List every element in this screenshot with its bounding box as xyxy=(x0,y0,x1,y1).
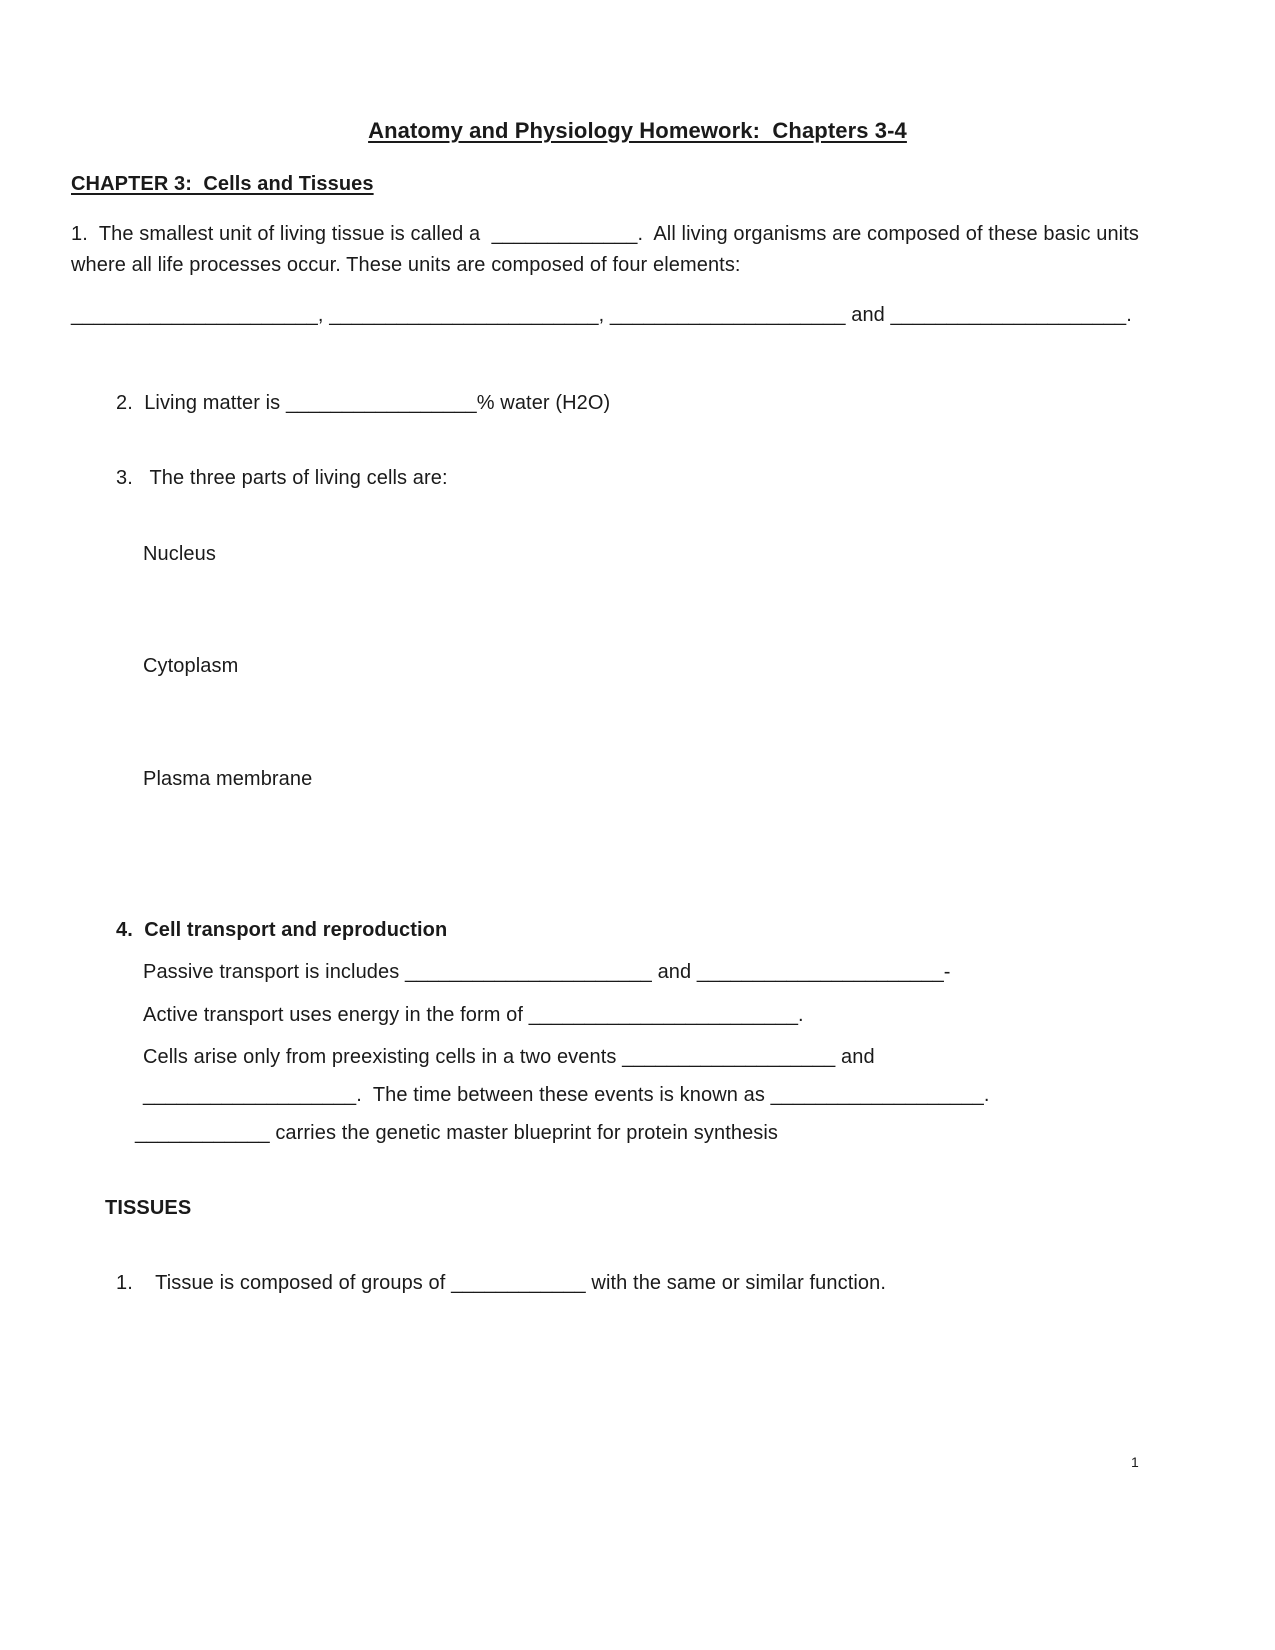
question-4-active-transport: Active transport uses energy in the form of ________________________. xyxy=(143,1004,804,1026)
document-title: Anatomy and Physiology Homework: Chapters 3-4 xyxy=(368,118,907,143)
question-4-genetic-blueprint: ____________ carries the genetic master blueprint for protein synthesis xyxy=(135,1122,779,1144)
question-1-line-1: 1. The smallest unit of living tissue is called a _____________. All living organisms are composed of these basic units xyxy=(71,223,1139,245)
question-4-passive-transport: Passive transport is includes ______________________ and ______________________- xyxy=(143,961,951,983)
question-3: 3. The three parts of living cells are: xyxy=(116,467,448,489)
tissues-heading: TISSUES xyxy=(105,1197,192,1219)
question-2: 2. Living matter is _________________% water (H2O) xyxy=(116,392,611,414)
cell-part-nucleus: Nucleus xyxy=(143,543,216,565)
question-1-blanks: ______________________, ________________________, _____________________ and _____________________. xyxy=(71,304,1132,326)
question-4-heading: 4. Cell transport and reproduction xyxy=(116,919,448,941)
tissues-question-1: 1. Tissue is composed of groups of ____________ with the same or similar function. xyxy=(116,1272,887,1294)
cell-part-cytoplasm: Cytoplasm xyxy=(143,655,239,677)
chapter-3-heading: CHAPTER 3: Cells and Tissues xyxy=(71,173,374,195)
question-1-line-2: where all life processes occur. These units are composed of four elements: xyxy=(71,254,741,276)
cell-part-plasma-membrane: Plasma membrane xyxy=(143,768,313,790)
question-4-cell-events: Cells arise only from preexisting cells in a two events ___________________ and xyxy=(143,1046,875,1068)
question-4-events-interval: ___________________. The time between these events is known as ___________________. xyxy=(143,1084,990,1106)
page-number: 1 xyxy=(1131,1454,1139,1470)
